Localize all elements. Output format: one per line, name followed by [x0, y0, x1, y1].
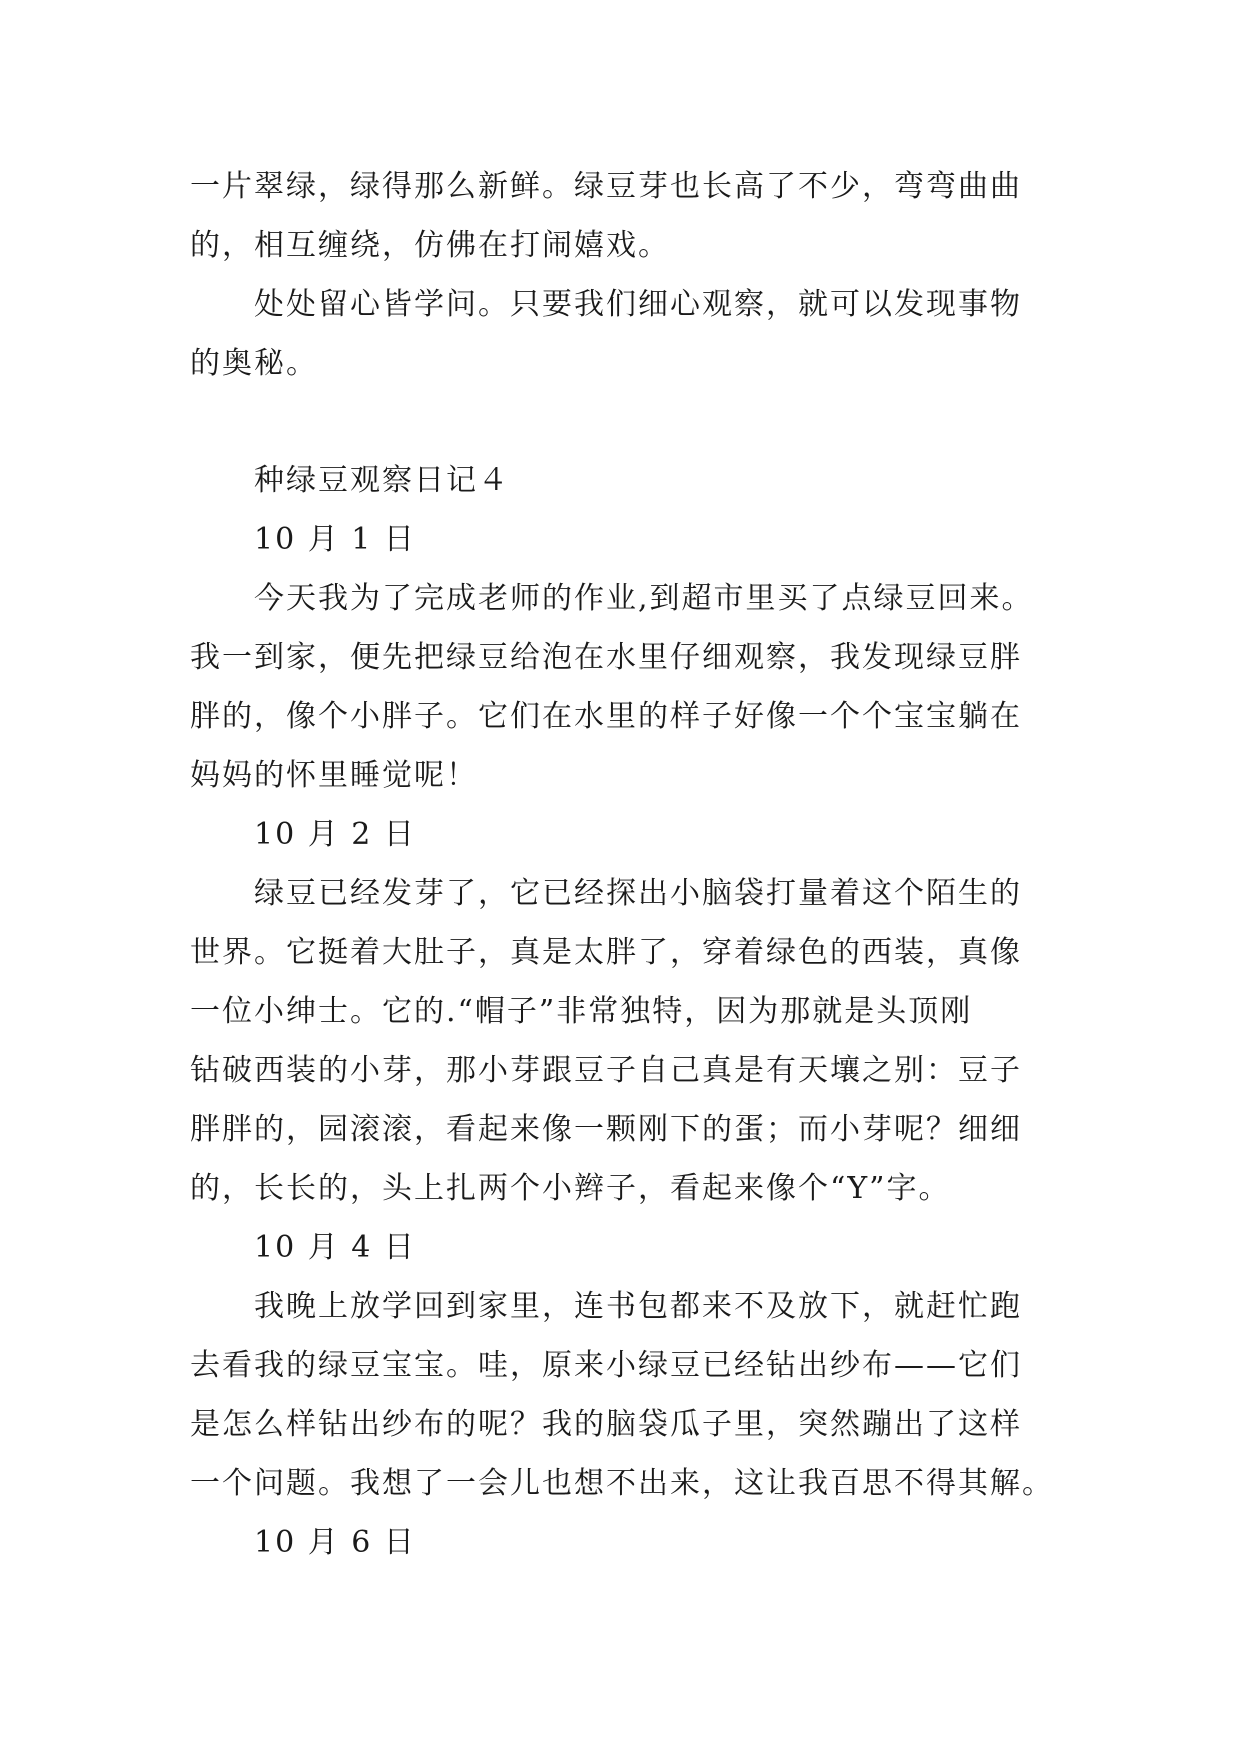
text-line: 今天我为了完成老师的作业,到超市里买了点绿豆回来。 — [254, 581, 1034, 616]
entry-date: 10 月 6 日 — [254, 1525, 416, 1560]
text-line: 去看我的绿豆宝宝。哇，原来小绿豆已经钻出纱布——它们 — [190, 1348, 1022, 1383]
entry-paragraph — [190, 569, 1051, 805]
text-line: 胖的，像个小胖子。它们在水里的样子好像一个个宝宝躺在 — [190, 699, 1022, 734]
text-line: 我一到家，便先把绿豆给泡在水里仔细观察，我发现绿豆胖 — [190, 640, 1022, 675]
text-line: 的奥秘。 — [190, 346, 318, 381]
text-line: 我晚上放学回到家里，连书包都来不及放下，就赶忙跑 — [254, 1289, 1022, 1324]
text-line: 世界。它挺着大肚子，真是太胖了，穿着绿色的西装，真像 — [190, 935, 1022, 970]
text-line: 是怎么样钻出纱布的呢？我的脑袋瓜子里，突然蹦出了这样 — [190, 1407, 1022, 1442]
intro-paragraph-1 — [190, 157, 1051, 275]
text-line: 绿豆已经发芽了，它已经探出小脑袋打量着这个陌生的 — [254, 876, 1022, 911]
text-line: 钻破西装的小芽，那小芽跟豆子自己真是有天壤之别：豆子 — [190, 1053, 1022, 1088]
text-line: 的，长长的，头上扎两个小辫子，看起来像个“Y”字。 — [190, 1171, 951, 1206]
entry-date: 10 月 4 日 — [254, 1230, 416, 1265]
entry-date: 10 月 2 日 — [254, 817, 416, 852]
section-title: 种绿豆观察日记４ — [254, 463, 510, 498]
text-line: 处处留心皆学问。只要我们细心观察，就可以发现事物 — [254, 287, 1022, 322]
text-line: 一个问题。我想了一会儿也想不出来，这让我百思不得其解。 — [190, 1466, 1054, 1501]
intro-paragraph-2 — [190, 275, 1051, 393]
text-line: 一位小绅士。它的.“帽子”非常独特，因为那就是头顶刚 — [190, 994, 973, 1029]
text-line: 胖胖的，园滚滚，看起来像一颗刚下的蛋；而小芽呢？细细 — [190, 1112, 1022, 1147]
entry-date: 10 月 1 日 — [254, 522, 416, 557]
text-line: 妈妈的怀里睡觉呢！ — [190, 758, 478, 793]
entry-paragraph — [190, 1277, 1054, 1513]
document-body — [190, 157, 1054, 1572]
text-line: 的，相互缠绕，仿佛在打闹嬉戏。 — [190, 228, 670, 263]
entry-paragraph — [190, 864, 1051, 1218]
text-line: 一片翠绿，绿得那么新鲜。绿豆芽也长高了不少，弯弯曲曲 — [190, 169, 1022, 204]
section-spacer — [190, 393, 1051, 451]
